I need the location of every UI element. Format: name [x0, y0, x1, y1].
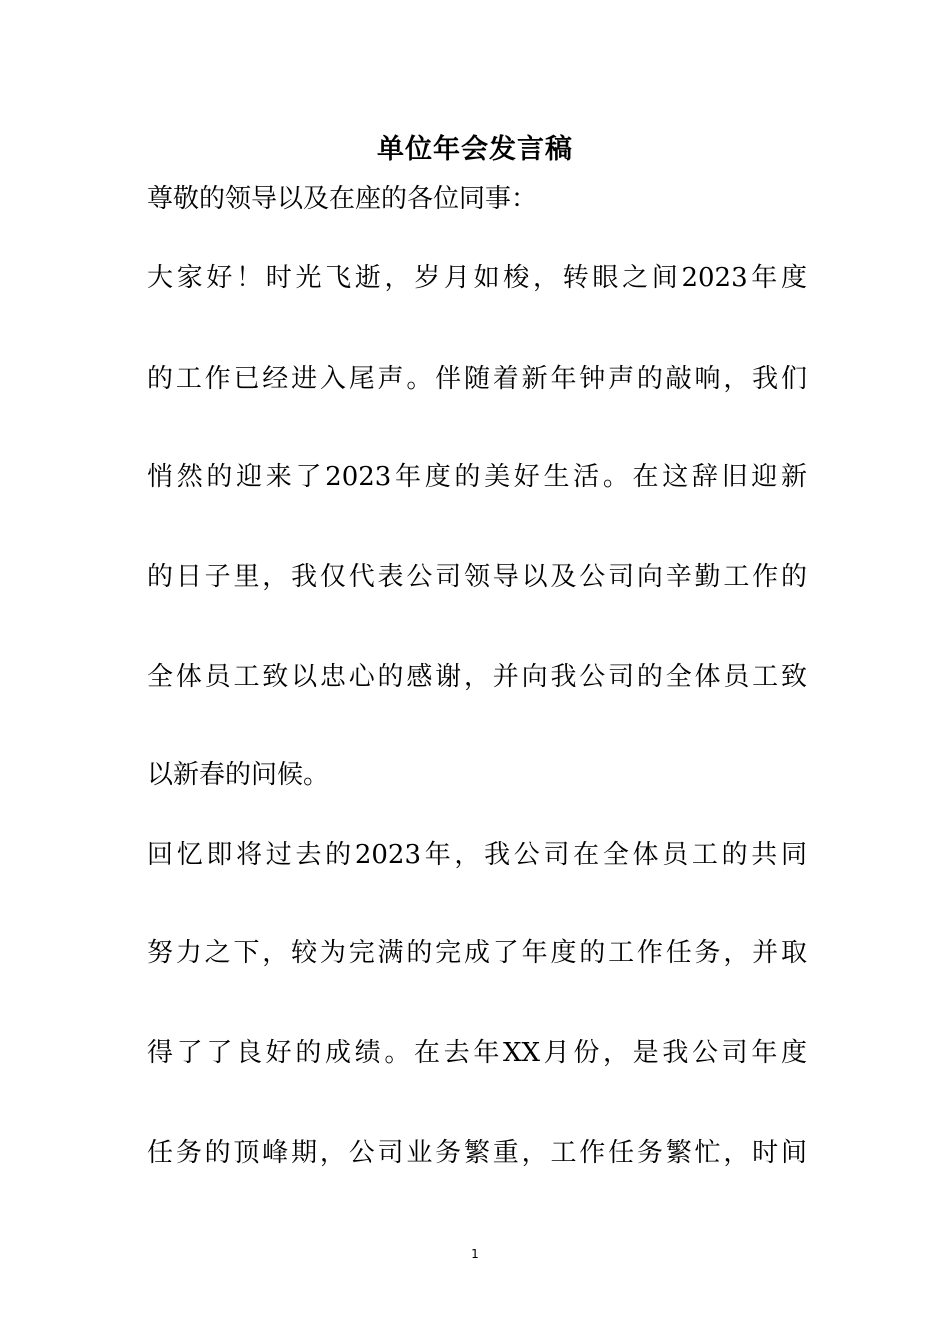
salutation: 尊敬的领导以及在座的各位同事：	[147, 184, 538, 214]
paragraph-1-line-1: 大家好！时光飞逝，岁月如梭，转眼之间2023年度	[147, 263, 807, 293]
document-title: 单位年会发言稿	[377, 134, 573, 165]
paragraph-1-line-6: 以新春的问候。	[147, 760, 330, 790]
paragraph-1-line-3: 悄然的迎来了2023年度的美好生活。在这辞旧迎新	[147, 462, 807, 492]
paragraph-1-line-2: 的工作已经进入尾声。伴随着新年钟声的敲响，我们	[147, 364, 807, 394]
paragraph-2-line-3: 得了了良好的成绩。在去年XX月份，是我公司年度	[147, 1038, 807, 1068]
paragraph-1-line-4: 的日子里，我仅代表公司领导以及公司向辛勤工作的	[147, 562, 807, 592]
paragraph-1-line-5: 全体员工致以忠心的感谢，并向我公司的全体员工致	[147, 662, 807, 692]
paragraph-2-line-4: 任务的顶峰期，公司业务繁重，工作任务繁忙，时间	[147, 1138, 807, 1168]
paragraph-2-line-2: 努力之下，较为完满的完成了年度的工作任务，并取	[147, 938, 807, 968]
paragraph-2-line-1: 回忆即将过去的2023年，我公司在全体员工的共同	[147, 840, 807, 870]
page-number: 1	[471, 1247, 479, 1261]
